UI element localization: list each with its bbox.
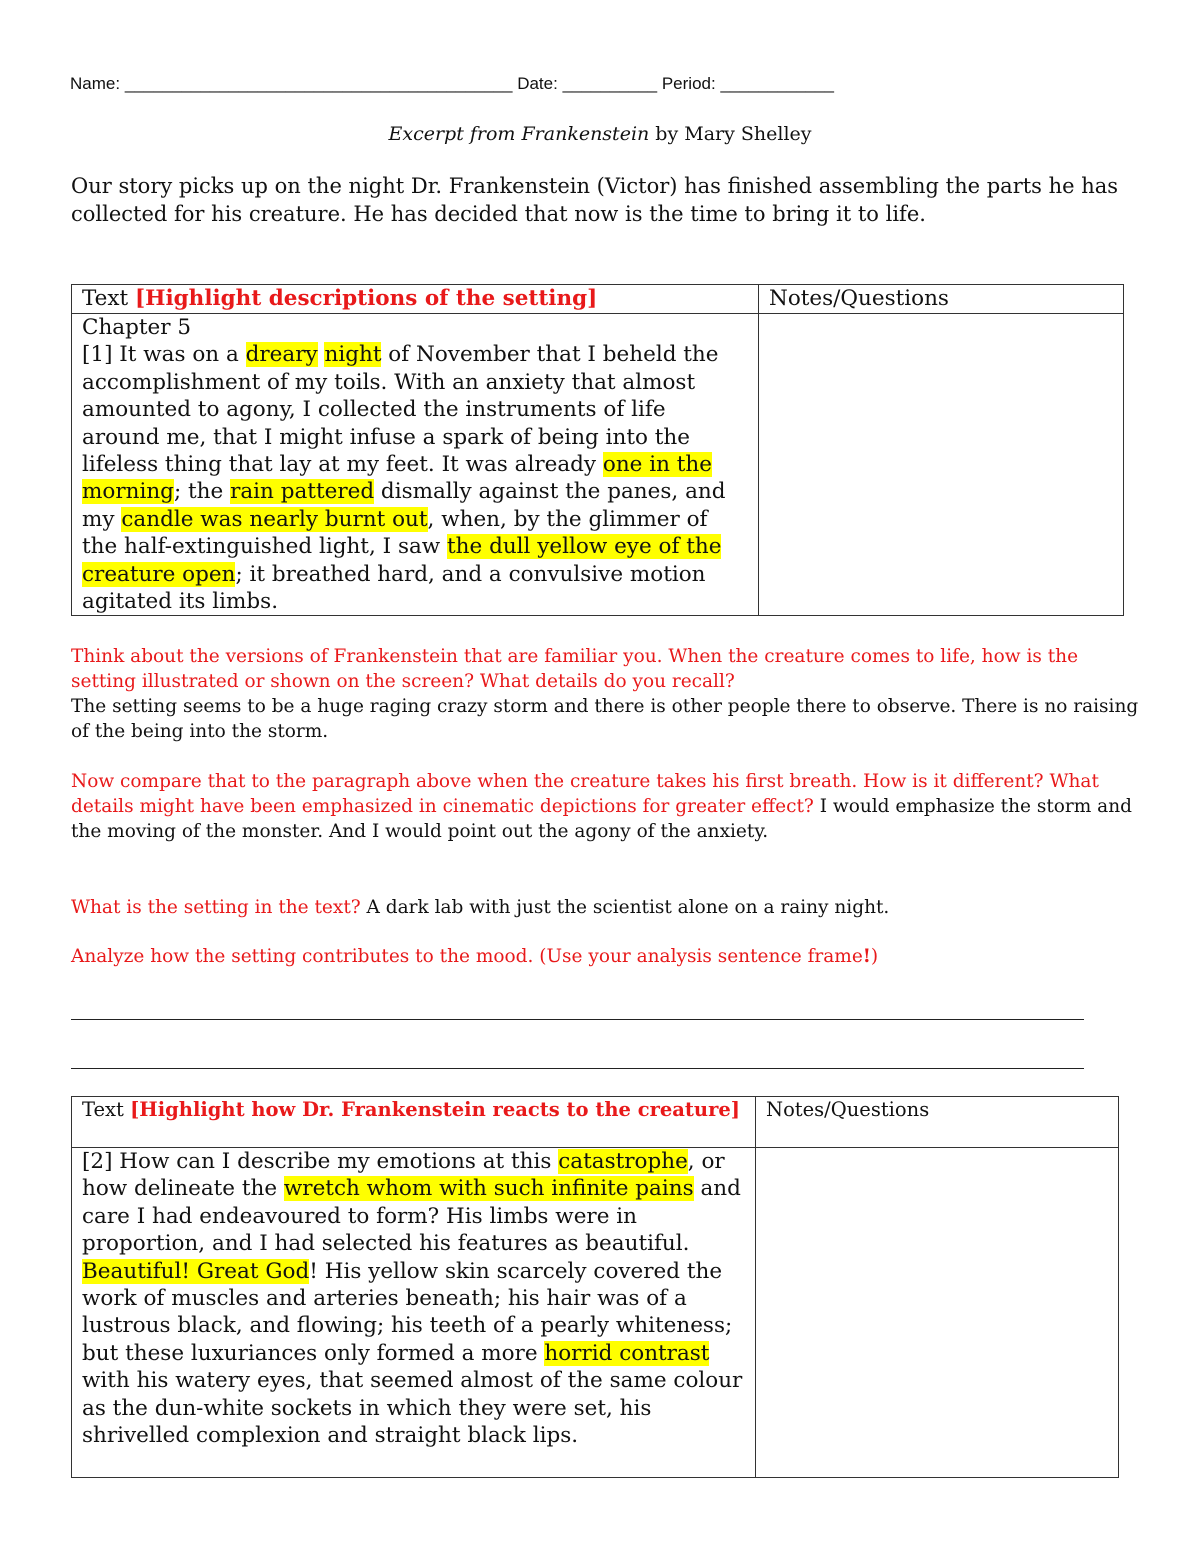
highlight: catastrophe — [558, 1149, 688, 1174]
question-1: Think about the versions of Frankenstein that are familiar you. When the creature comes to life, how is the setting illustrated or shown on the screen? What details do you recall? — [71, 646, 1079, 692]
question-4-block — [71, 944, 1141, 969]
table2-notes-label: Notes/Questions — [766, 1098, 930, 1121]
highlight: wretch whom with such infinite pains — [283, 1176, 694, 1202]
reading-table-1 — [71, 284, 1124, 616]
question-2: Now compare that to the paragraph above when the creature takes his first breath. How is it different? What details might have been emphasized in cinematic depictions for greater effect? — [71, 771, 1099, 817]
passage-2 — [82, 1148, 745, 1449]
table1-notes-label: Notes/Questions — [769, 286, 949, 311]
question-3: What is the setting in the text? — [71, 897, 361, 918]
passage-text: ; it breathed hard, and a convulsive motion agitated its limbs. — [82, 561, 706, 615]
intro-paragraph: Our story picks up on the night Dr. Frankenstein (Victor) has finished assembling the parts he has collected for his creature. He has decided that now is the time to bring it to life. — [71, 174, 1119, 226]
question-1-block — [71, 644, 1141, 744]
student-info-header — [70, 74, 1130, 94]
document-title — [0, 123, 1200, 145]
period-blank[interactable]: ____________ — [720, 74, 834, 93]
passage-text: [2] How can I describe my emotions at this — [82, 1149, 559, 1174]
table2-header-text-cell — [72, 1097, 756, 1148]
question-4: Analyze how the setting contributes to the mood. (Use your analysis sentence frame — [71, 946, 863, 967]
question-4-exclamation: ! — [862, 946, 871, 967]
question-4-end: ) — [870, 946, 879, 967]
date-label: Date: — [517, 74, 558, 93]
passage-text: and care I had endeavoured to form? His limbs were in proportion, and I had selected his features as beautiful. — [82, 1176, 741, 1257]
table1-header-instruction: [Highlight descriptions of the setting] — [135, 286, 598, 311]
table2-notes-cell[interactable] — [756, 1148, 1119, 1478]
passage-text: , or how delineate the — [82, 1149, 725, 1202]
table2-header-label: Text — [82, 1098, 131, 1121]
chapter-label: Chapter 5 — [82, 315, 192, 340]
passage-text: with his watery eyes, that seemed almost of the same colour as the dun-white sockets in which they were set, his shrivelled complexion and straight black lips. — [82, 1368, 743, 1449]
passage-1 — [82, 341, 748, 615]
highlight: rain pattered — [230, 479, 375, 505]
passage-text: [1] It was on a — [82, 342, 246, 368]
answer-3[interactable]: A dark lab with just the scientist alone on a rainy night. — [360, 897, 890, 918]
answer-line-2[interactable] — [71, 1068, 1084, 1069]
question-2-block — [71, 769, 1141, 844]
passage-text: ! His yellow skin scarcely covered the work of muscles and arteries beneath; his hair was of a lustrous black, and flowing; his teeth of a pearly whiteness; but these luxuriances only formed a more — [82, 1258, 733, 1366]
table1-notes-cell[interactable] — [759, 314, 1124, 616]
highlight: candle was nearly burnt out — [121, 506, 428, 532]
table2-header-notes-cell — [756, 1097, 1119, 1148]
name-blank[interactable]: _________________________________________ — [124, 74, 513, 93]
highlight: night — [324, 342, 382, 368]
table1-header-text-cell — [72, 285, 759, 314]
answer-line-1[interactable] — [71, 1019, 1084, 1020]
table1-passage-cell — [72, 314, 759, 616]
highlight: one in the morning — [82, 452, 713, 505]
passage-text: of November that I beheld the accomplishment of my toils. With an anxiety that almost amounted to agony, I collected the instruments of life around me, that I might infuse a spark of being into the lifeless thing that lay at my feet. It was already — [82, 342, 719, 478]
period-label: Period: — [661, 74, 716, 93]
answer-1[interactable]: The setting seems to be a huge raging crazy storm and there is other people there to observe. There is no raising of the being into the storm. — [71, 696, 1139, 742]
passage-text: ; the — [173, 479, 231, 505]
table2-header-instruction: [Highlight how Dr. Frankenstein reacts to the creature] — [130, 1098, 740, 1121]
highlight: dreary — [245, 342, 318, 368]
date-blank[interactable]: __________ — [562, 74, 658, 93]
table1-header-notes-cell — [759, 285, 1124, 314]
answer-2[interactable]: I would emphasize the storm and the moving of the monster. And I would point out the agony of the anxiety. — [71, 796, 1132, 842]
name-label: Name: — [70, 74, 121, 93]
highlight: horrid contrast — [544, 1340, 710, 1366]
highlight: the dull yellow eye of the creature open — [82, 534, 722, 587]
highlight: Beautiful! Great God — [82, 1258, 310, 1284]
question-3-block — [71, 895, 1141, 920]
reading-table-2 — [71, 1096, 1119, 1478]
table1-header-label: Text — [82, 286, 135, 311]
passage-text: , when, by the glimmer of the half-extinguished light, I saw — [82, 506, 708, 560]
passage-text: dismally against the panes, and my — [82, 479, 726, 532]
title-byline: by Mary Shelley — [649, 123, 812, 145]
table2-passage-cell — [72, 1148, 756, 1478]
title-italic: Excerpt from Frankenstein — [388, 123, 650, 145]
